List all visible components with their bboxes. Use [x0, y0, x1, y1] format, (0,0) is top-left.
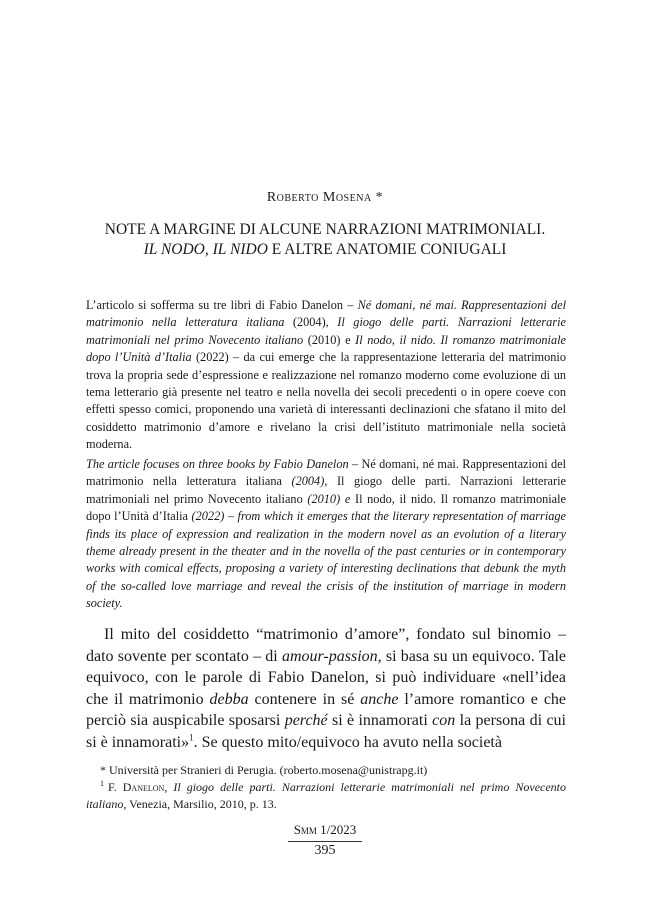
abstract-it-book-title: Il giogo delle parti. Narrazioni letterarie matrimoniali nel primo Novecento italiano [86, 315, 566, 347]
abstract-en-book-title: Il nodo, il nido. Il romanzo matrimoniale dopo l’Unità d’Italia [86, 491, 566, 524]
footnote-number: 1 [100, 779, 104, 788]
journal-issue: Smm 1/2023 [293, 822, 357, 837]
abstract-it-book-title: Il nodo, il nido. Il romanzo matrimoniale dopo l’Unità d’Italia [86, 332, 567, 365]
abstract-en-text: The article focuses on three books by Fabio Danelon – [86, 457, 362, 471]
abstract-en-book-title: Il giogo delle parti. Narrazioni letterarie matrimoniali nel primo Novecento italiano [86, 474, 566, 506]
abstract-it-text: (2022) – da cui emerge che la rappresentazione letteraria del matrimonio trova la propria sede d’espressione e realizzazione nel romanzo moderno come evoluzione di un tema letterario già presente nel teatro e nella novella dei secoli precedenti o in opere coeve con effetti spesso comici, proponendo una varietà di interessanti declinazioni che sfatano il mito del cosiddetto matrimonio d’amore e rivelano la crisi dell’istituto matrimoniale nella società moderna. [86, 350, 566, 452]
footnote-affiliation: * Università per Stranieri di Perugia. (roberto.mosena@unistrapg.it) [100, 763, 428, 777]
body-text: . Se questo mito/equivoco ha avuto nella società [193, 733, 502, 751]
abstract-en-book-title: Né domani, né mai. Rappresentazioni del matrimonio nella letteratura italiana [86, 457, 566, 489]
footnote-reference[interactable]: 1 [189, 732, 194, 743]
body-italic: amour-passion [281, 647, 378, 665]
body-text: contenere in sé [248, 690, 361, 708]
abstract-en-text: (2022) – from which it emerges that the literary representation of marriage finds its place of expression and realization in the modern novel as an evolution of a literary theme already present in the theater and in the novella of the past centuries or in contemporary works with comical effects, proposing a variety of interesting declinations that debunk the myth of the so-called love marriage and reveal the crisis of the institution of marriage in modern society. [86, 509, 566, 611]
footnote-author: F. Danelon [108, 780, 165, 794]
abstract-it-book-title: Né domani, né mai. Rappresentazioni del matrimonio nella letteratura italiana [86, 298, 567, 330]
page-number: 395 [314, 843, 336, 858]
footnotes [86, 762, 566, 813]
title-rest-part: E ALTRE ANATOMIE CONIUGALI [267, 241, 507, 258]
footnote-1 [86, 779, 566, 813]
body-text: Il mito del cosiddetto “matrimonio d’amore”, fondato sul binomio – dato sovente per scontato – di [86, 626, 566, 665]
body-italic: perché [284, 712, 328, 729]
abstract-english [86, 456, 566, 613]
footnote-text: , Venezia, Marsilio, 2010, p. 13. [123, 797, 277, 811]
body-text: la persona di cui si è innamorati» [86, 712, 566, 751]
footnote-text: , [164, 780, 174, 794]
author-name: Roberto Mosena * [266, 190, 384, 205]
title-italic-part: IL NODO, IL NIDO [143, 241, 268, 258]
body-italic: debba [209, 690, 249, 708]
abstract-it-text: (2004), [284, 315, 338, 330]
article-title [60, 220, 590, 260]
footer-divider [288, 841, 362, 842]
abstract-italian [86, 297, 566, 454]
body-italic: con [432, 712, 456, 729]
abstract-en-text: (2004), [281, 474, 337, 489]
abstract-en-text: (2010) e [302, 491, 355, 506]
body-text: si è innamorati [327, 712, 433, 729]
body-text: , si basa su un equivoco. Tale equivoco, con le parole di Fabio Danelon, si può individuare «nell’idea che il matrimonio [86, 647, 566, 708]
abstract-it-text: (2010) e [303, 332, 356, 347]
title-line-1: NOTE A MARGINE DI ALCUNE NARRAZIONI MATRIMONIALI. [104, 221, 546, 238]
body-text: l’amore romantico e che perciò sia auspicabile sposarsi [86, 690, 567, 729]
abstract-it-text: L’articolo si sofferma su tre libri di Fabio Danelon – [86, 298, 358, 312]
body-italic: anche [360, 690, 399, 708]
footnote-book-title: Il giogo delle parti. Narrazioni letterarie matrimoniali nel primo Novecento italiano [86, 780, 567, 811]
body-paragraph [86, 624, 566, 753]
title-line-2 [60, 240, 590, 260]
